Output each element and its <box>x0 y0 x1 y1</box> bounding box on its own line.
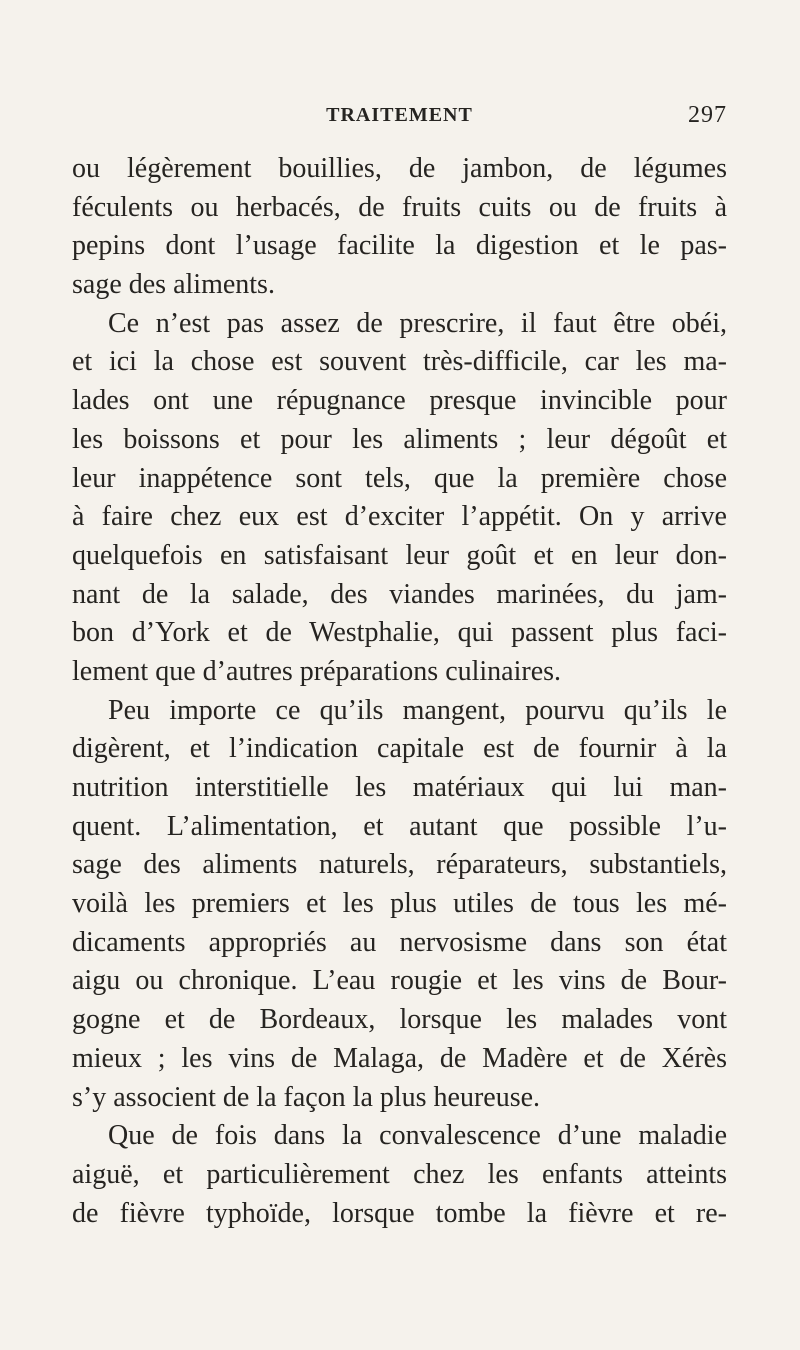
text-line: Peu importe ce qu’ils mangent, pourvu qu’ils le <box>108 694 727 726</box>
text-line: gogne et de Bordeaux, lorsque les malades vont <box>72 1004 727 1036</box>
text-line: Que de fois dans la convalescence d’une maladie <box>108 1120 727 1152</box>
text-line: quelquefois en satisfaisant leur goût et en leur don- <box>72 539 727 571</box>
text-line: sage des aliments. <box>72 269 275 301</box>
text-line: nutrition interstitielle les matériaux qui lui man- <box>72 772 727 803</box>
running-title: TRAITEMENT <box>326 104 473 126</box>
text-line: digèrent, et l’indication capitale est de fournir à la <box>72 733 727 765</box>
text-line: aigu ou chronique. L’eau rougie et les vins de Bour- <box>72 965 727 997</box>
text-line: leur inappétence sont tels, que la première chose <box>72 462 727 494</box>
text-line: de fièvre typhoïde, lorsque tombe la fièvre et re- <box>72 1197 727 1229</box>
text-line: mieux ; les vins de Malaga, de Madère et de Xérès <box>72 1042 727 1074</box>
text-line: sage des aliments naturels, réparateurs, substantiels, <box>72 849 727 881</box>
text-line: et ici la chose est souvent très-difficile, car les ma- <box>72 346 727 378</box>
text-line: nant de la salade, des viandes marinées, du jam- <box>72 578 727 610</box>
text-line: pepins dont l’usage facilite la digestion et le pas- <box>72 230 727 262</box>
text-line: quent. L’alimentation, et autant que possible l’u- <box>72 810 727 842</box>
text-line: lement que d’autres préparations culinaires. <box>72 655 562 687</box>
body-text <box>72 150 727 1233</box>
text-line: dicaments appropriés au nervosisme dans son état <box>72 926 727 958</box>
page-header <box>72 100 727 130</box>
text-line: féculents ou herbacés, de fruits cuits ou de fruits à <box>72 191 727 223</box>
page-number: 297 <box>688 102 727 128</box>
text-line: les boissons et pour les aliments ; leur dégoût et <box>72 423 727 455</box>
text-line: bon d’York et de Westphalie, qui passent plus faci- <box>72 617 727 649</box>
text-line: Ce n’est pas assez de prescrire, il faut être obéi, <box>108 307 727 339</box>
text-line: voilà les premiers et les plus utiles de tous les mé- <box>72 888 727 920</box>
text-line: à faire chez eux est d’exciter l’appétit. On y arrive <box>72 501 727 533</box>
text-line: aiguë, et particulièrement chez les enfants atteints <box>72 1158 727 1190</box>
text-line: ou légèrement bouillies, de jambon, de légumes <box>72 153 727 184</box>
text-line: lades ont une répugnance presque invincible pour <box>72 385 727 417</box>
text-line: s’y associent de la façon la plus heureuse. <box>72 1081 541 1113</box>
